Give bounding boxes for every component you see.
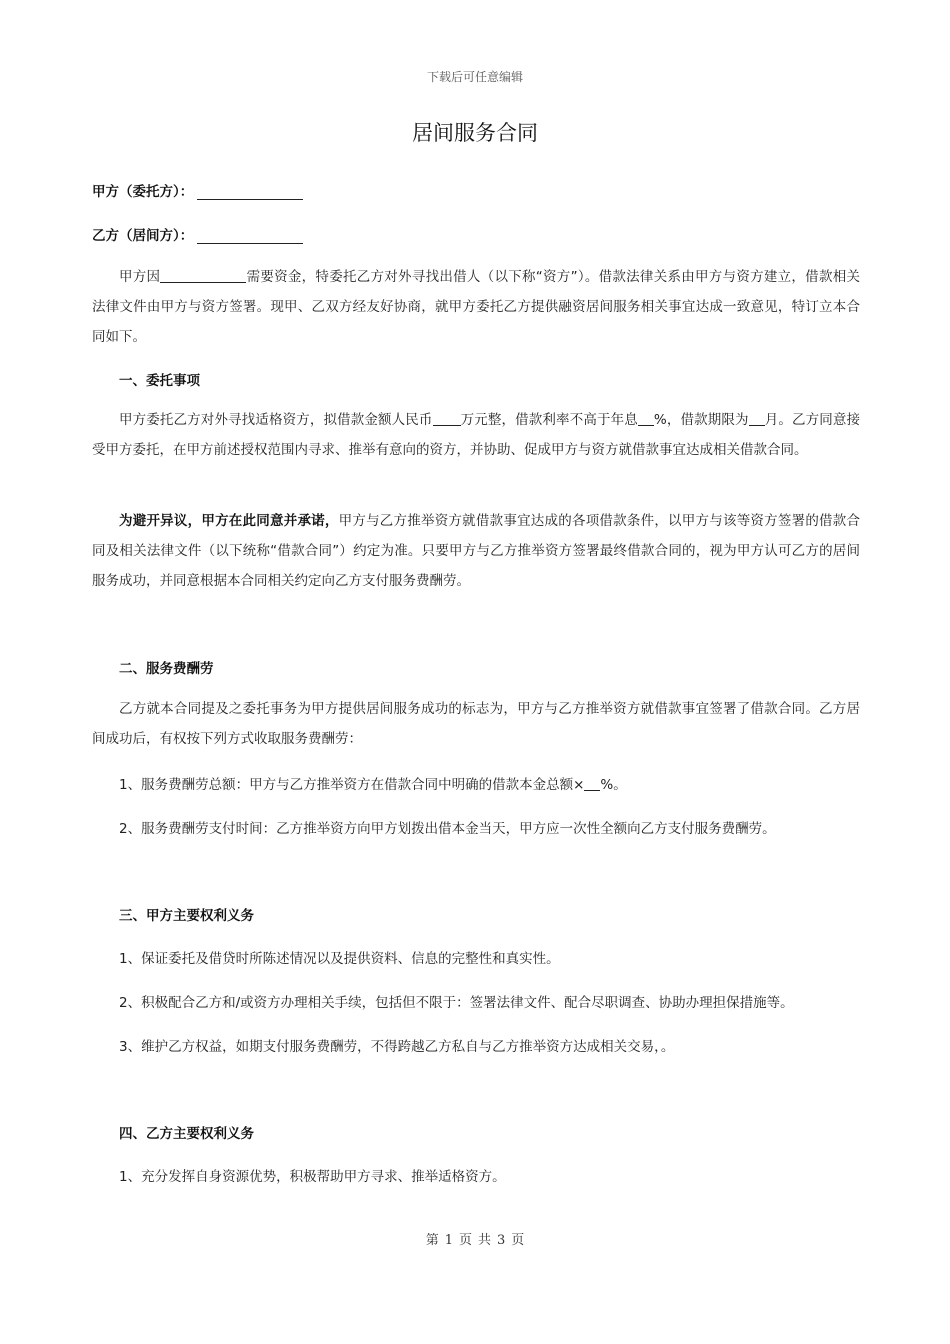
section-1-paragraph-2 [92,506,860,596]
party-b-label: 乙方（居间方）： [92,228,194,244]
intro-text-2: 需要资金，特委托乙方对外寻找出借人（以下称“资方”）。借款法律关系由甲方与资方建立，借款相关法律文件由甲方与资方签署。现甲、乙双方经友好协商，就甲方委托乙方提供融资居间服务相关事宜达成一致意见，特订立本合同如下。 [92,269,860,345]
party-b-line [92,224,303,244]
party-a-blank [197,185,303,200]
section-2-paragraph: 乙方就本合同提及之委托事务为甲方提供居间服务成功的标志为，甲方与乙方推举资方就借款事宜签署了借款合同。乙方居间成功后，有权按下列方式收取服务费酬劳： [92,701,860,747]
s2i1-text-b: %。 [600,777,627,793]
party-b-blank [197,229,303,244]
amount-blank [433,411,461,426]
intro-text-1: 甲方因 [119,269,161,285]
document-title: 居间服务合同 [412,121,538,145]
section-1-paragraph-1 [92,405,860,465]
footer-ye-1: 页 [458,1233,472,1248]
section-2-heading: 二、服务费酬劳 [119,661,214,677]
party-a-label: 甲方（委托方）： [92,184,194,200]
section-3-heading: 三、甲方主要权利义务 [119,908,254,924]
total-page-count: 3 [497,1233,506,1248]
current-page-number: 1 [444,1233,453,1248]
section-2-item-2: 2、服务费酬劳支付时间：乙方推举资方向甲方划拨出借本金当天，甲方应一次性全额向乙方支付服务费酬劳。 [119,821,776,837]
section-4-heading: 四、乙方主要权利义务 [119,1126,254,1142]
s1p2-text: 甲方与乙方推举资方就借款事宜达成的各项借款条件，以甲方与该等资方签署的借款合同及相关法律文件（以下统称“借款合同”）约定为准。只要甲方与乙方推举资方签署最终借款合同的，视为甲方认可乙方的居间服务成功，并同意根据本合同相关约定向乙方支付服务费酬劳。 [92,513,861,589]
footer-gong: 共 [478,1233,492,1248]
intro-paragraph [92,262,860,352]
section-4-item-1: 1、充分发挥自身资源优势，积极帮助甲方寻求、推举适格资方。 [119,1169,506,1185]
s1p2-bold-text: 为避开异议，甲方在此同意并承诺， [119,513,339,529]
section-3-item-3: 3、维护乙方权益，如期支付服务费酬劳，不得跨越乙方私自与乙方推举资方达成相关交易，。 [119,1039,675,1055]
section-2-item-1 [119,773,859,793]
page-footer [0,1229,950,1248]
rate-blank [638,411,654,426]
s1p1-text-d: 月。乙方同意接受甲方委托，在甲方前述授权范围内寻求、推举有意向的资方，并协助、促成甲方与资方就借款事宜达成相关借款合同。 [92,412,861,458]
footer-di: 第 [425,1233,439,1248]
s1p1-text-b: 万元整，借款利率不高于年息 [460,412,638,428]
footer-ye-2: 页 [511,1233,525,1248]
purpose-blank [160,268,246,283]
header-note: 下载后可任意编辑 [426,70,523,84]
s1p1-text-c: %，借款期限为 [653,412,749,428]
s2i1-text-a: 1、服务费酬劳总额：甲方与乙方推举资方在借款合同中明确的借款本金总额× [119,777,585,793]
party-a-line [92,180,303,200]
s1p1-text-a: 甲方委托乙方对外寻找适格资方，拟借款金额人民币 [119,412,433,428]
fee-rate-blank [584,776,600,791]
section-1-heading: 一、委托事项 [119,373,200,389]
section-3-item-2: 2、积极配合乙方和/或资方办理相关手续，包括但不限于：签署法律文件、配合尽职调查、协助办理担保措施等。 [119,995,794,1011]
term-blank [749,411,765,426]
section-3-item-1: 1、保证委托及借贷时所陈述情况以及提供资料、信息的完整性和真实性。 [119,951,560,967]
